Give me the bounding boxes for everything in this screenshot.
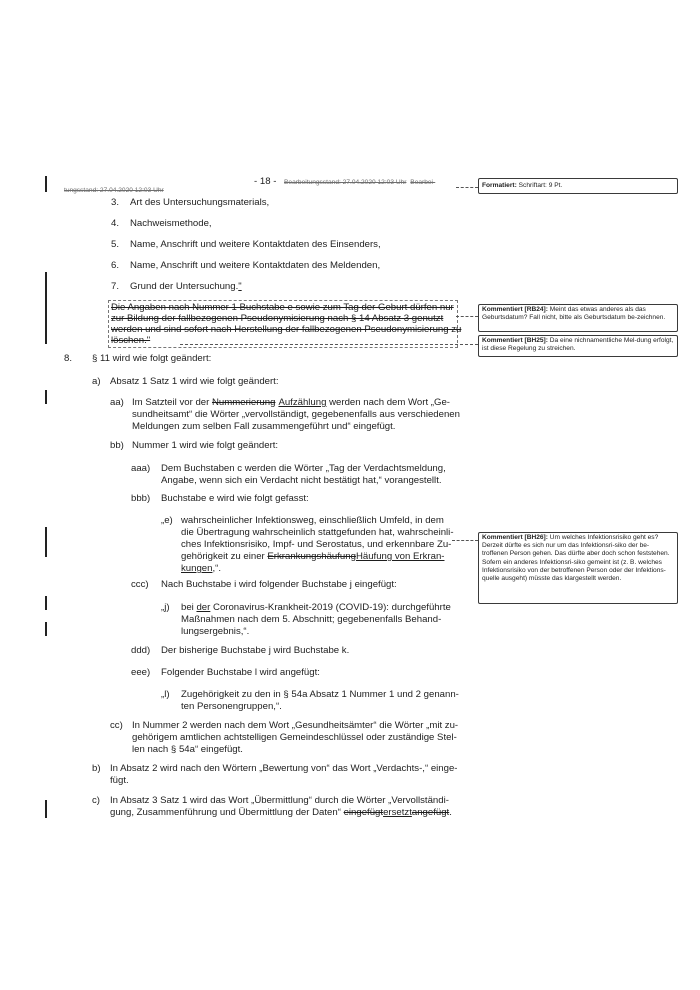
item-cc-line: gehörigem amtlichen achtstelligen Gemeindeschlüssel oder zuständige Stel- <box>132 732 457 743</box>
item-ddd: ddd) <box>131 645 151 656</box>
header-stand-left: tungsstand: 27.04.2020 12:03 Uhr <box>64 187 164 194</box>
item-c-line: gung, Zusammenführung und Übermittlung der Daten“ eingefügtersetztangefügt. <box>110 807 452 818</box>
list-item: 6. Name, Anschrift und weitere Kontaktdaten des Meldenden, <box>111 260 381 271</box>
item-cc-line: In Nummer 2 werden nach dem Wort „Gesundheitsämter“ die Wörter „mit zu- <box>132 720 459 731</box>
change-bar <box>45 176 47 192</box>
change-bar <box>45 596 47 610</box>
item-b-line: In Absatz 2 wird nach den Wörtern „Bewertung von“ das Wort „Verdachts-,“ einge- <box>110 763 458 774</box>
item-e-line: gehörigkeit zu einer ErkrankungshäufungHäufung von Erkran- <box>181 551 445 562</box>
item-e-line: kungen,“. <box>181 563 222 574</box>
item-e-line: wahrscheinlicher Infektionsweg, einschließlich Umfeld, in dem <box>181 515 444 526</box>
item-aa-line: Im Satzteil vor der Nummerierung Aufzählung werden nach dem Wort „Ge- <box>132 397 450 408</box>
item-e-line: ches Infektionsrisiko, Impf- und Serostatus, und erkennbare Zu- <box>181 539 452 550</box>
item-ccc: ccc) <box>131 579 149 590</box>
item-j-label: „j) <box>161 602 170 613</box>
item-eee-line: Folgender Buchstabe l wird angefügt: <box>161 667 320 678</box>
list-item: 7. Grund der Untersuchung." <box>111 281 242 292</box>
comment-connector <box>180 344 478 345</box>
comment-bh26[interactable]: Kommentiert [BH26]: Um welches Infektionsrisiko geht es? Derzeit dürfte es sich nur um das Infektionsri-siko der be-troffenen Person gehen. Das dürfte aber doch schon feststehen. Sofern ein anderes Infektionsri-siko gemeint ist (z. B. welches Infektionsrisiko von der betroffenen Person oder der Infektions-quelle ausgeht) müsste das klargestellt werden. <box>478 532 678 604</box>
comment-connector <box>456 187 478 188</box>
item-l-line: Zugehörigkeit zu den in § 54a Absatz 1 Nummer 1 und 2 genann- <box>181 689 459 700</box>
item-8: 8. § 11 wird wie folgt geändert: <box>64 353 212 364</box>
change-bar <box>45 800 47 818</box>
item-j-line: bei der Coronavirus-Krankheit-2019 (COVID-19): durchgeführte <box>181 602 451 613</box>
deleted-line: zur Bildung der fallbezogenen Pseudonymisierung nach § 14 Absatz 3 genutzt <box>111 313 444 324</box>
item-ccc-line: Nach Buchstabe i wird folgender Buchstabe j eingefügt: <box>161 579 397 590</box>
deleted-line: werden und sind sofort nach Herstellung der fallbezogenen Pseudonymisierung zu <box>111 324 462 335</box>
item-e-label: „e) <box>161 515 173 526</box>
comment-connector <box>452 540 478 541</box>
item-bbb-line: Buchstabe e wird wie folgt gefasst: <box>161 493 309 504</box>
item-eee: eee) <box>131 667 151 678</box>
comment-formatiert[interactable]: Formatiert: Schriftart: 9 Pt. <box>478 178 678 194</box>
item-aaa-line: Dem Buchstaben c werden die Wörter „Tag der Verdachtsmeldung, <box>161 463 446 474</box>
list-item: 3. Art des Untersuchungsmaterials, <box>111 197 270 208</box>
comment-bh25[interactable]: Kommentiert [BH25]: Da eine nichnamentliche Mel-dung erfolgt, ist diese Regelung zu streichen. <box>478 335 678 357</box>
item-cc-line: len nach § 54a“ eingefügt. <box>132 744 243 755</box>
change-bar <box>45 272 47 344</box>
item-aa-line: sundheitsamt“ die Wörter „vervollständigt, gegebenenfalls aus verschiedenen <box>132 409 460 420</box>
item-a: a) Absatz 1 Satz 1 wird wie folgt geändert: <box>92 376 279 387</box>
change-bar <box>45 527 47 557</box>
item-j-line: lungsergebnis,“. <box>181 626 250 637</box>
item-aaa: aaa) <box>131 463 151 474</box>
list-item: 4. Nachweismethode, <box>111 218 212 229</box>
item-c: c) <box>92 795 100 806</box>
item-l-line: ten Personengruppen,“. <box>181 701 282 712</box>
item-e-line: die Übertragung wahrscheinlich stattgefunden hat, wahrscheinli- <box>181 527 454 538</box>
comment-connector <box>456 316 478 317</box>
item-b: b) <box>92 763 101 774</box>
item-l-label: „l) <box>161 689 170 700</box>
comment-rb24[interactable]: Kommentiert [RB24]: Meint das etwas anderes als das Geburtsdatum? Fall nicht, bitte als Geburtsdatum be-zeichnen. <box>478 304 678 332</box>
item-aaa-line: Angabe, wenn sich ein Verdacht nicht bestätigt hat,“ vorangestellt. <box>161 475 442 486</box>
header-stand-right: Bearbeitungsstand: 27.04.2020 12:03 Uhr Bearbei- <box>284 179 436 186</box>
item-bbb: bbb) <box>131 493 151 504</box>
item-c-line: In Absatz 3 Satz 1 wird das Wort „Übermittlung“ durch die Wörter „Vervollständi- <box>110 795 449 806</box>
item-aa: aa) <box>110 397 124 408</box>
change-bar <box>45 622 47 636</box>
deleted-line: Die Angaben nach Nummer 1 Buchstabe e sowie zum Tag der Geburt dürfen nur <box>111 302 454 313</box>
list-item: 5. Name, Anschrift und weitere Kontaktdaten des Einsenders, <box>111 239 381 250</box>
item-b-line: fügt. <box>110 775 129 786</box>
header-page-number: - 18 - <box>254 176 277 187</box>
item-aa-line: Meldungen zum selben Fall zusammengeführt und“ eingefügt. <box>132 421 396 432</box>
item-ddd-line: Der bisherige Buchstabe j wird Buchstabe k. <box>161 645 350 656</box>
item-bb: bb) Nummer 1 wird wie folgt geändert: <box>110 440 279 451</box>
item-j-line: Maßnahmen nach dem 5. Abschnitt; gegebenenfalls Behand- <box>181 614 442 625</box>
item-cc: cc) <box>110 720 123 731</box>
deleted-line: löschen." <box>111 335 151 346</box>
change-bar <box>45 390 47 404</box>
